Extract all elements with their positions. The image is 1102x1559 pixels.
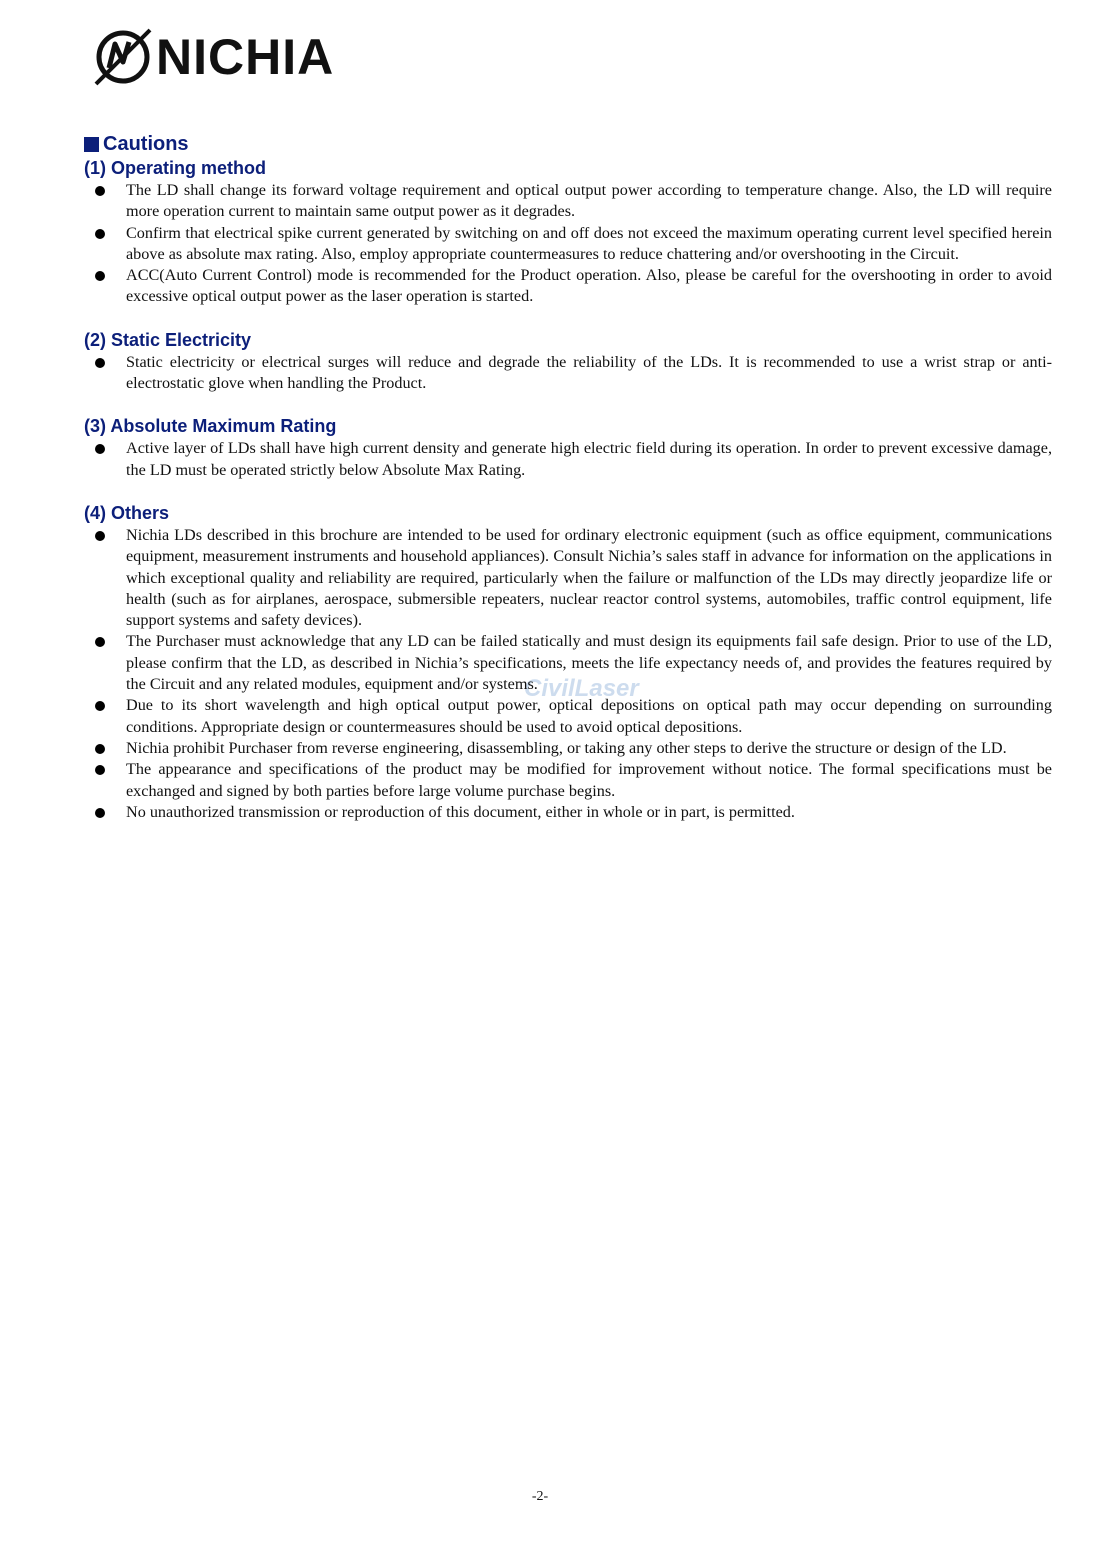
list-item-text: Confirm that electrical spike current generated by switching on and off does not exceed the maximum operating current level specified herein above as absolute max rating. Also, employ appropriate countermeasures to reduce chattering and/or overshooting in the Circuit. bbox=[126, 223, 1052, 263]
cautions-title: Cautions bbox=[103, 132, 189, 155]
list-item-text: ACC(Auto Current Control) mode is recommended for the Product operation. Also, please be careful for the overshooting in order to avoid excessive optical output power as the laser operation is started. bbox=[126, 266, 1052, 306]
caution-section bbox=[84, 502, 1052, 823]
list-item-text: Static electricity or electrical surges will reduce and degrade the reliability of the LDs. It is recommended to use a wrist strap or anti-electrostatic glove when handling the Product. bbox=[126, 352, 1052, 393]
nichia-logo bbox=[92, 28, 334, 86]
square-bullet-icon bbox=[84, 137, 99, 152]
list-item-text: The appearance and specifications of the product may be modified for improvement without notice. The formal specifications must be exchanged and signed by both parties before large volume purchase begins. bbox=[126, 760, 1052, 800]
list-item bbox=[84, 525, 1052, 631]
caution-list bbox=[84, 352, 1052, 395]
cautions-content bbox=[84, 131, 1052, 844]
bullet-icon bbox=[95, 229, 105, 239]
list-item-text: The Purchaser must acknowledge that any LD can be failed statically and must design its equipments fail safe design. Prior to use of the LD, please confirm that the LD, as described in Nichia’s specifications, meets the life expectancy needs of, and provides the features required by the Circuit and any related modules, equipment and/or systems. bbox=[126, 632, 1052, 694]
bullet-icon bbox=[95, 701, 105, 711]
caution-section bbox=[84, 329, 1052, 395]
bullet-icon bbox=[95, 531, 105, 541]
list-item bbox=[84, 223, 1052, 266]
cautions-heading bbox=[84, 131, 1052, 157]
list-item-text: No unauthorized transmission or reproduction of this document, either in whole or in part, is permitted. bbox=[126, 802, 795, 821]
watermark: CivilLaser bbox=[524, 675, 639, 702]
nichia-emblem-icon bbox=[92, 28, 154, 86]
bullet-icon bbox=[95, 271, 105, 281]
list-item-text: Nichia prohibit Purchaser from reverse engineering, disassembling, or taking any other steps to derive the structure or design of the LD. bbox=[126, 738, 1007, 757]
section-heading: (4) Others bbox=[84, 502, 170, 523]
bullet-icon bbox=[95, 186, 105, 196]
caution-list bbox=[84, 525, 1052, 823]
bullet-icon bbox=[95, 744, 105, 754]
bullet-icon bbox=[95, 808, 105, 818]
section-heading: (2) Static Electricity bbox=[84, 329, 252, 350]
bullet-icon bbox=[95, 444, 105, 454]
page-number: -2- bbox=[531, 1489, 549, 1504]
list-item-text: The LD shall change its forward voltage requirement and optical output power according to temperature change. Also, the LD will require more operation current to maintain same output power as it degrades. bbox=[126, 181, 1052, 221]
logo-text: NICHIA bbox=[156, 29, 335, 85]
bullet-icon bbox=[95, 358, 105, 368]
list-item bbox=[84, 352, 1052, 395]
bullet-icon bbox=[95, 637, 105, 647]
list-item bbox=[84, 438, 1052, 481]
caution-section bbox=[84, 157, 1052, 308]
section-heading: (1) Operating method bbox=[84, 158, 267, 178]
caution-sections bbox=[84, 157, 1052, 823]
list-item bbox=[84, 738, 1052, 759]
caution-section bbox=[84, 415, 1052, 481]
list-item bbox=[84, 802, 1052, 823]
caution-list bbox=[84, 180, 1052, 308]
caution-list bbox=[84, 438, 1052, 481]
list-item bbox=[84, 695, 1052, 738]
list-item-text: Active layer of LDs shall have high current density and generate high electric field during its operation. In order to prevent excessive damage, the LD must be operated strictly below Absolute Max Rating. bbox=[126, 439, 1052, 479]
list-item-text: Due to its short wavelength and high optical output power, optical depositions on optical path may occur depending on surrounding conditions. Appropriate design or countermeasures should be used to avoid optical depositions. bbox=[126, 696, 1052, 736]
bullet-icon bbox=[95, 765, 105, 775]
list-item bbox=[84, 759, 1052, 802]
list-item bbox=[84, 631, 1052, 695]
list-item bbox=[84, 180, 1052, 223]
list-item bbox=[84, 265, 1052, 308]
section-heading: (3) Absolute Maximum Rating bbox=[84, 416, 337, 437]
list-item-text: Nichia LDs described in this brochure are intended to be used for ordinary electronic equipment (such as office equipment, communications equipment, measurement instruments and household appliances). Consult Nichia’s sales staff in advance for information on the applications in which exceptional quality and reliability are required, particularly when the failure or malfunction of the LDs may directly jeopardize life or health (such as for airplanes, aerospace, submersible repeaters, nuclear reactor control systems, automobiles, traffic control equipment, life support systems and safety devices). bbox=[126, 525, 1052, 630]
